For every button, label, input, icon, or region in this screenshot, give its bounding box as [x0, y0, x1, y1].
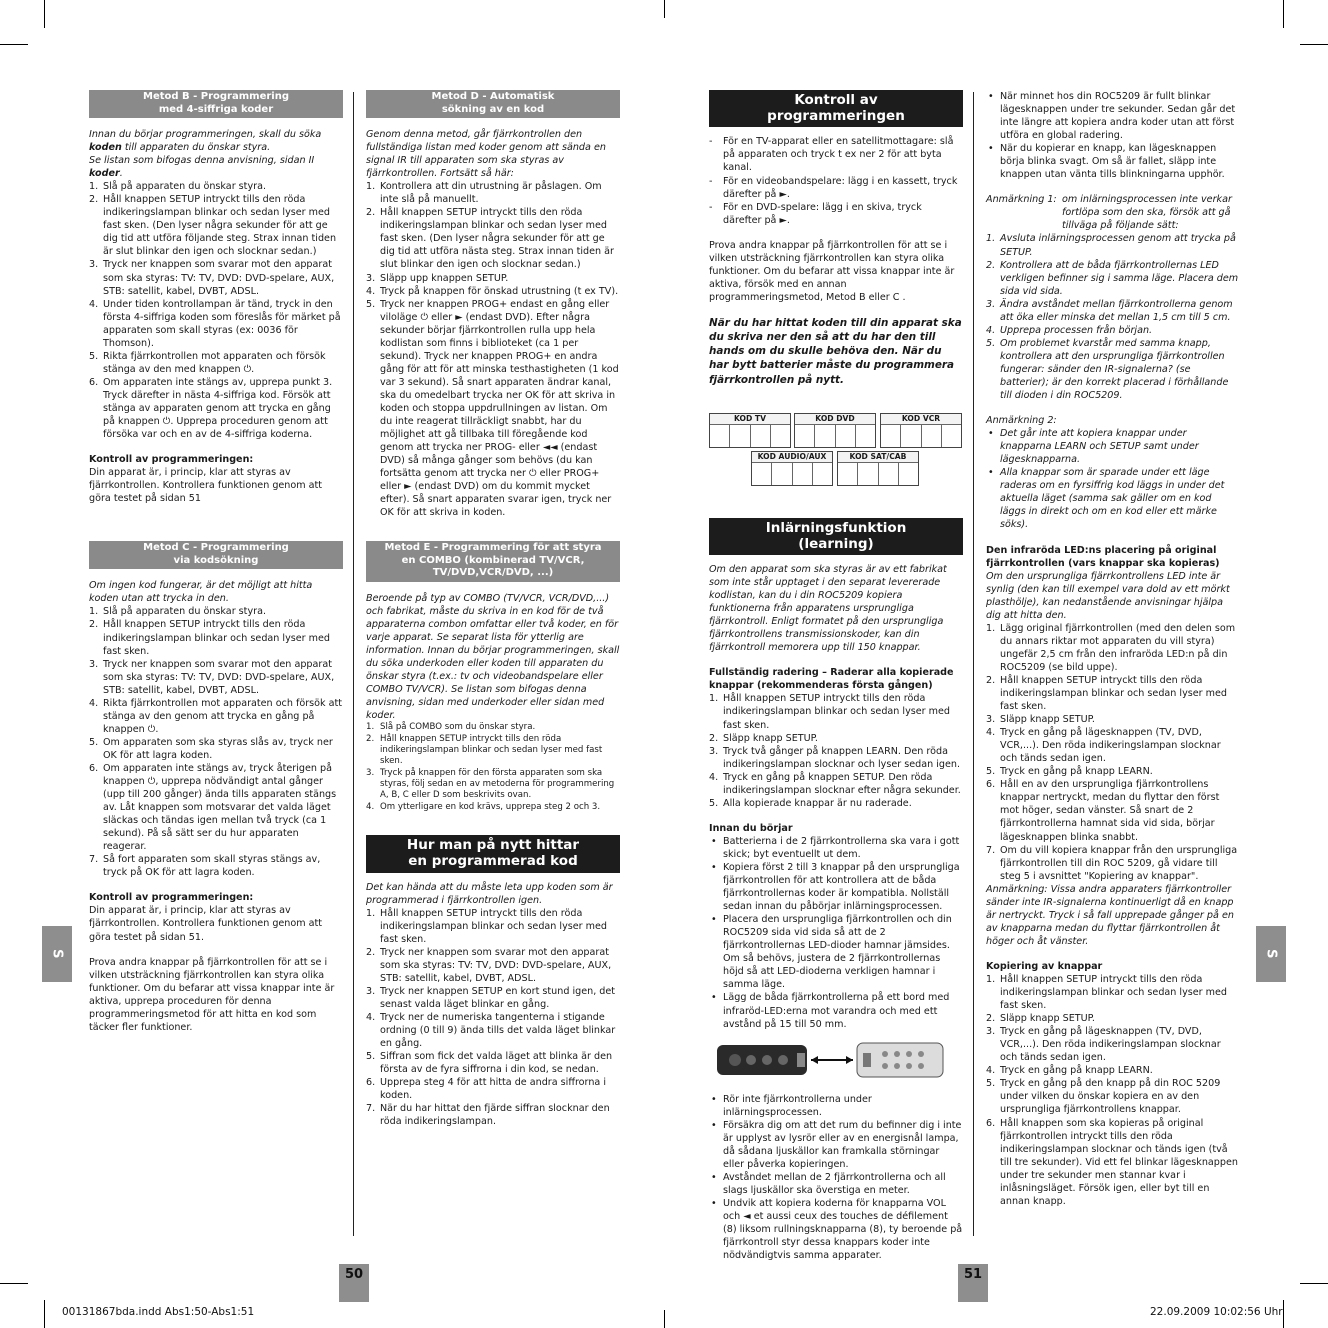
bullet-list: [709, 1093, 963, 1263]
list-item: 4. Upprepa processen från början.: [986, 324, 1153, 336]
language-tab-right: S: [1256, 926, 1286, 982]
step-list: [986, 973, 1240, 1208]
column-divider: [973, 92, 974, 1236]
check-list: [709, 135, 963, 226]
list-item: 5. Rikta fjärrkontrollen mot apparaten och försök stänga av den med knappen ⏻.: [89, 350, 326, 375]
page-number-left: 50: [339, 1264, 369, 1302]
remotes-illustration: [715, 1037, 945, 1083]
list-item: 6. Om apparaten inte stängs av, upprepa punkt 3. Tryck därefter in nästa 4-siffriga kod. Försök att stänga av apparaten genom att trycka en gång på knappen ⏻. Upprepa proceduren genom att försöka var och en av de 4-siffriga koderna.: [89, 376, 333, 441]
intro-text: Om den ursprungliga fjärrkontrollens LED inte är synlig (den kan till exempel vara dold av ett mörkt plasthölje), kan nedanstående anvisningar hjälpa dig att hitta den.: [986, 570, 1230, 621]
list-item: 1. Kontrollera att din utrustning är påslagen. Om inte slå på manuellt.: [366, 181, 602, 206]
list-item: 4. Tryck en gång på knapp LEARN.: [986, 1065, 1153, 1077]
list-item: 5. Tryck ner knappen PROG+ endast en gång eller viloläge ⏻ eller ► (endast DVD). Efter några sekunder börjar fjärrkontrollen rulla upp hela kodlistan som finns i biblioteket (ca 1 per sekund). Tryck ner knappen PROG+ en andra gång för att för att minska testhastigheten (1 kod var 3 sekund). Så snart apparaten ändrar kanal, ska du omedelbart trycka ner OK för att skriva in koden och stoppa uppdrullningen av listan. Om du inte reagerat tillräckligt snabbt, har du möjlighet att gå tillbaka till föregående kod genom att trycka ner PROG- eller ◄◄ (endast DVD) så många gånger som behövs (du kan fortsätta genom att trycka ner ⏻ eller PROG+ eller ► (endast DVD) om du kommit mycket efter). Så snart apparaten svarar igen, tryck ner OK för att skriva in koden.: [366, 298, 619, 519]
list-item: • Lägg de båda fjärrkontrollerna på ett bord med infraröd-LED:erna mot varandra och med ett avstånd på 15 till 50 mm.: [711, 992, 950, 1030]
crop-mark: [664, 1310, 665, 1328]
list-item: 6. Håll knappen som ska kopieras på original fjärrkontrollen intryckt tills den röda indikeringslampan slocknar och tänds igen (två till tre sekunder). Vid ett fel blinkar lägesknappen under tre sekunder men stannar kvar i inlåsningsläget. Försök igen, eller byt till en annan knapp.: [986, 1117, 1238, 1207]
list-item: 3. Tryck ner knappen som svarar mot den apparat som ska styras: TV: TV, DVD: DVD-spelare, AUX, STB: satellit, kabel, DVBT, ADSL.: [89, 658, 335, 696]
list-item: 3. Släpp upp knappen SETUP.: [366, 272, 509, 284]
list-item: • Batterierna i de 2 fjärrkontrollerna ska vara i gott skick; byt eventuellt ut dem.: [711, 835, 960, 860]
crop-mark: [44, 1300, 45, 1328]
list-item: 4. Tryck en gång på knappen SETUP. Den röda indikeringslampan slocknar efter några sekunder.: [709, 771, 961, 796]
subheading: Kontroll av programmeringen:: [89, 454, 254, 466]
subheading: Innan du börjar: [709, 822, 793, 834]
list-item: 1. Avsluta inlärningsprocessen genom att trycka på SETUP.: [986, 233, 1236, 258]
list-item: 1. Slå på COMBO som du önskar styra.: [366, 722, 536, 733]
list-item: 2. Släpp knapp SETUP.: [986, 1013, 1095, 1025]
intro-text: Om den apparat som ska styras är av ett fabrikat som inte står upptaget i den separat levererade kodlistan, kan du i din ROC5209 kopiera funktionerna från apparatens ursprungliga fjärrkontroll. Enligt formatet på den ursprungliga fjärrkontrollens transmissionskoder, kan din fjärrkontroll memorera upp till 150 knappar.: [709, 564, 947, 654]
list-item: • Kopiera först 2 till 3 knappar på den ursprungliga fjärrkontrollen för att kontrollera att de båda fjärrkontrollernas koder är kompatibla. Nollställ sedan innan du påbörjar inlärningsprocessen.: [711, 862, 960, 913]
section-header-method-c: Metod C - Programmering via kodsökning: [89, 541, 343, 569]
intro-text: Beroende på typ av COMBO (TV/VCR, VCR/DVD,...) och fabrikat, måste du skriva in en kod för de två apparaterna combon omfattar eller två koder, en för varje apparat. Se separat lista för ytterlig are information. Innan du börjar programmeringen, skall du söka underkoden eller koden till apparaten du önskar styra (t.ex.: tv och videobandspelare eller COMBO TV/VCR). Se listan som bifogas denna anvisning, sidan med underkoder eller sidan med koder.: [366, 592, 620, 722]
list-item: • Placera den ursprungliga fjärrkontrollen och din ROC5209 sida vid sida så att de 2 fjärrkontrollernas LED-dioder hamnar jämsides. Om så behövs, justera de 2 fjärrkontrollernas höjd så att LED-dioderna verkligen hamnar i samma läge.: [711, 914, 952, 991]
step-list: [366, 722, 620, 813]
step-list: [709, 692, 963, 809]
crop-mark: [1283, 0, 1284, 28]
subheading: Kontroll av programmeringen:: [89, 892, 254, 904]
subheading: Den infraröda LED:ns placering på original fjärrkontrollen (vars knappar ska kopieras): [986, 544, 1220, 569]
important-note: När du har hittat koden till din apparat ska du skriva ner den så att du har den till hands om du skulle behöva den. När du har bytt batterier måste du programmera fjärrkontrollen på nytt.: [709, 316, 962, 386]
list-item: 5. Tryck en gång på den knapp på din ROC 5209 under vilken du önskar kopiera en av den ursprungliga fjärrkontrollens knappar.: [986, 1078, 1221, 1116]
list-item: - För en TV-apparat eller en satellitmottagare: slå på apparaten och tryck t ex ner 2 för att byta kanal.: [709, 136, 954, 174]
column-4: [986, 90, 1240, 1208]
section-header-learning: Inlärningsfunktion (learning): [709, 518, 963, 555]
list-item: 4. Under tiden kontrollampan är tänd, tryck in den första 4-siffriga koden som föreslås för märket på apparaten som skall styras (ex: 0036 för Thomson).: [89, 298, 341, 349]
subheading: Kopiering av knappar: [986, 960, 1103, 972]
step-list: [89, 180, 343, 441]
list-item: 7. Så fort apparaten som skall styras stängs av, tryck på OK för att lagra koden.: [89, 854, 321, 879]
intro-text: Genom denna metod, går fjärrkontrollen den fullständiga listan med koder genom att sända en signal IR till apparaten som ska styras av fjärrkontrollen. Fortsätt så här:: [366, 129, 606, 180]
body-text: Din apparat är, i princip, klar att styras av fjärrkontrollen. Kontrollera funktionen genom att göra testet på sidan 51: [89, 467, 323, 505]
list-item: 2. Håll knappen SETUP intryckt tills den röda indikeringslampan blinkar och sedan lyser med fast sken.: [366, 733, 603, 767]
list-item: - För en videobandspelare: lägg i en kassett, tryck därefter på ►.: [709, 175, 958, 200]
code-box-vcr: KOD VCR: [880, 413, 962, 448]
list-item: 1. Håll knappen SETUP intryckt tills den röda indikeringslampan blinkar och sedan lyser med fast sken.: [986, 974, 1227, 1012]
list-item: 3. Ändra avståndet mellan fjärrkontrollerna genom att öka eller minska det mellan 1,5 cm till 5 cm.: [986, 298, 1233, 323]
list-item: 5. Alla kopierade knappar är nu raderade.: [709, 797, 912, 809]
page-number-right: 51: [958, 1264, 988, 1302]
list-item: • Försäkra dig om att det rum du befinner dig i inte är upplyst av lysrör eller av en energisnål lampa, då sådana ljuskällor kan framkalla störningar eller påverka kopieringen.: [711, 1119, 962, 1170]
list-item: 4. Tryck en gång på lägesknappen (TV, DVD, VCR,...). Den röda indikeringslampan slocknar och tänds sedan igen.: [986, 727, 1221, 765]
list-item: 4. Tryck ner de numeriska tangenterna i stigande ordning (0 till 9) ända tills det valda läget blinkar en gång.: [366, 1011, 616, 1050]
step-list: [366, 180, 620, 519]
list-item: 3. Tryck en gång på lägesknappen (TV, DVD, VCR,...). Den röda indikeringslampan slocknar och tänds sedan igen.: [986, 1026, 1221, 1064]
section-header-method-e: Metod E - Programmering för att styra en COMBO (kombinerad TV/VCR, TV/DVD,VCR/DVD, ...): [366, 541, 620, 582]
note-2-label: Anmärkning 2:: [986, 415, 1057, 427]
section-header-method-d: Metod D - Automatisk sökning av en kod: [366, 90, 620, 118]
body-text: Din apparat är, i princip, klar att styras av fjärrkontrollen. Kontrollera funktionen genom att göra testet på sidan 51.: [89, 905, 323, 943]
code-box-dvd: KOD DVD: [794, 413, 876, 448]
list-item: - För en DVD-spelare: lägg i en skiva, tryck därefter på ►.: [709, 201, 922, 226]
list-item: 2. Släpp knapp SETUP.: [709, 732, 818, 744]
footer-file-info: 00131867bda.indd Abs1:50-Abs1:51: [62, 1306, 255, 1318]
section-header-find-code: Hur man på nytt hittar en programmerad kod: [366, 835, 620, 872]
list-item: 3. Tryck på knappen för den första apparaten som ska styras, följ sedan en av metoderna för programmering A, B, C eller D som beskrivits ovan.: [366, 767, 615, 801]
bullet-list: [709, 835, 963, 1031]
crop-mark: [1300, 44, 1328, 45]
list-item: 6. Om apparaten inte stängs av, tryck återigen på knappen ⏻, upprepa nödvändigt antal gånger (upp till 200 gånger) ända tills apparaten stängs av. Låt knappen som motsvarar det valda läget släckas och tändas igen mellan två tryck (ca 1 sekund). På så sätt ser du hur apparaten reagerar.: [89, 762, 337, 853]
list-item: 2. Tryck ner knappen som svarar mot den apparat som ska styras: TV: TV, DVD: DVD-spelare, AUX, STB: satellit, kabel, DVBT, ADSL.: [366, 946, 612, 984]
list-item: • Avståndet mellan de 2 fjärrkontrollerna och all slags ljuskällor ska överstiga en meter.: [711, 1171, 946, 1196]
bullet-list: [986, 90, 1240, 181]
list-item: 1. Lägg original fjärrkontrollen (med den delen som du annars riktar mot apparaten du vill styra) ungefär 2,5 cm från den infraröda LED:n på din ROC5209 (se bild uppe).: [986, 622, 1236, 673]
bullet-list: [986, 427, 1240, 531]
column-1: [89, 90, 343, 1034]
list-item: 2. Håll knappen SETUP intryckt tills den röda indikeringslampan blinkar och sedan lyser med fast sken.: [986, 674, 1227, 713]
list-item: 4. Rikta fjärrkontrollen mot apparaten och försök att stänga av den genom att trycka en gång på knappen ⏻.: [89, 697, 343, 735]
list-item: • När minnet hos din ROC5209 är fullt blinkar lägesknappen under tre sekunder. Sedan går det inte längre att kopiera andra koder utan att först utföra en global radering.: [988, 91, 1236, 142]
list-item: 4. Tryck på knappen för önskad utrustning (t ex TV).: [366, 285, 619, 297]
subheading: Fullständig radering – Raderar alla kopierade knappar (rekommenderas första gången): [709, 667, 954, 692]
list-item: • Rör inte fjärrkontrollerna under inlärningsprocessen.: [711, 1093, 872, 1118]
list-item: 7. Om du vill kopiera knappar från den ursprungliga fjärrkontrollen till din ROC 5209, gå vidare till steg 5 i avsnittet "Kopiering av knappar".: [986, 844, 1238, 882]
list-item: 3. Tryck två gånger på knappen LEARN. Den röda indikeringslampan slocknar och lyser sedan igen.: [709, 745, 961, 770]
intro-text: Om ingen kod fungerar, är det möjligt att hitta koden utan att trycka in den.: [89, 580, 313, 605]
intro-text: Innan du börjar programmeringen, skall du söka koden till apparaten du önskar styra.: [89, 129, 322, 154]
crop-mark: [1300, 1283, 1328, 1284]
language-tab-left: S: [42, 926, 72, 982]
code-record-grid: [709, 413, 963, 493]
code-box-sat: KOD SAT/CAB: [837, 451, 919, 486]
body-text: Prova andra knappar på fjärrkontrollen för att se i vilken utsträckning fjärrkontrollen kan styra olika funktioner. Om du befarar att vissa knappar inte är aktiva, försök med en annan programmeringsmetod, Metod B eller C .: [709, 239, 955, 303]
section-header-method-b: Metod B - Programmering med 4-siffriga koder: [89, 90, 343, 118]
note-text: Anmärkning: Vissa andra apparaters fjärrkontroller sänder inte IR-signalerna kontinuerligt då en knapp är nertryckt. Tryck i så fall upprepade gånger på en av knapparna medan du flyttar fjärrkontrollen åt höger och åt vänster.: [986, 883, 1234, 947]
list-item: 7. När du har hittat den fjärde siffran slocknar den röda indikeringslampan.: [366, 1103, 610, 1128]
list-item: 4. Om ytterligare en kod krävs, upprepa steg 2 och 3.: [366, 801, 601, 812]
step-list: [986, 232, 1240, 402]
list-item: 5. Om apparaten som ska styras slås av, tryck ner OK för att lagra koden.: [89, 736, 333, 761]
code-box-aux: KOD AUDIO/AUX: [751, 451, 833, 486]
footer-timestamp: 22.09.2009 10:02:56 Uhr: [1150, 1306, 1283, 1318]
list-item: 2. Kontrollera att de båda fjärrkontrollernas LED verkligen befinner sig i samma läge. Placera dem sida vid sida.: [986, 259, 1239, 297]
list-item: 1. Håll knappen SETUP intryckt tills den röda indikeringslampan blinkar och sedan lyser med fast sken.: [709, 693, 950, 731]
list-item: • Undvik att kopiera koderna för knapparna VOL och ◄ et aussi ceux des touches de défilement (8) liksom rullningsknapparna (8), ty beroende på fjärrkontroll styr dessa knappars koder inte nödvändigtvis samma apparater.: [711, 1197, 963, 1262]
note-1: Anmärkning 1: om inlärningsprocessen inte verkar fortlöpa som den ska, försök att gå tillväga på följande sätt:: [986, 194, 1232, 232]
crop-mark: [0, 1283, 28, 1284]
step-list: [986, 622, 1240, 883]
column-3: [709, 90, 963, 1262]
column-2: [366, 90, 620, 1128]
crop-mark: [664, 0, 665, 18]
list-item: 5. Tryck en gång på knapp LEARN.: [986, 766, 1153, 778]
list-item: 3. Tryck ner knappen SETUP en kort stund igen, det senast valda läget blinkar en gång.: [366, 985, 616, 1010]
list-item: 3. Tryck ner knappen som svarar mot den apparat som ska styras: TV: TV, DVD: DVD-spelare, AUX, STB: satellit, kabel, DVBT, ADSL.: [89, 259, 335, 297]
list-item: 1. Håll knappen SETUP intryckt tills den röda indikeringslampan blinkar och sedan lyser med fast sken.: [366, 907, 607, 945]
crop-mark: [1283, 1300, 1284, 1328]
list-item: 1. Slå på apparaten du önskar styra.: [89, 606, 266, 618]
list-item: 3. Släpp knapp SETUP.: [986, 714, 1095, 726]
list-item: • Alla knappar som är sparade under ett läge raderas om en fyrsiffrig kod läggs in under det aktuella läget (samma sak gäller om en kod läggs in direkt och om en kod eller ett märke söks).: [988, 467, 1225, 531]
list-item: 2. Håll knappen SETUP intryckt tills den röda indikeringslampan blinkar och sedan lyser med fast sken. (Den lyser några sekunder för att ge dig tid att utföra nästa steg. Strax innan tiden är slut blinkar den igen och slocknar sedan.): [366, 207, 614, 271]
step-list: [366, 907, 620, 1129]
intro-text: Det kan hända att du måste leta upp koden som är programmerad i fjärrkontrollen igen.: [366, 881, 613, 906]
list-item: 5. Om problemet kvarstår med samma knapp, kontrollera att den ursprungliga fjärrkontrollen fungerar: sänder den IR-signalerna? (se batterier); är den korrekt placerad i förhållande till dioden i din ROC5209.: [986, 337, 1229, 402]
intro-text: Se listan som bifogas denna anvisning, sidan II koder.: [89, 155, 315, 180]
list-item: 5. Siffran som fick det valda läget att blinka är den första av de fyra siffrorna i din kod, se nedan.: [366, 1051, 613, 1076]
body-text: Prova andra knappar på fjärrkontrollen för att se i vilken utsträckning fjärrkontrollen kan styra olika funktioner. Om du befarar att vissa knappar inte är aktiva, upprepa proceduren för denna programmeringsmetod för att hitta en kod som täcker fler funktioner.: [89, 956, 335, 1033]
crop-mark: [44, 0, 45, 28]
list-item: • När du kopierar en knapp, kan lägesknappen börja blinka svagt. Om så är fallet, släpp inte knappen utan vänta tills blinkningarna upphör.: [988, 143, 1225, 181]
list-item: 2. Håll knappen SETUP intryckt tills den röda indikeringslampan blinkar och sedan lyser med fast sken. (Den lyser några sekunder för att ge dig tid att utföra följande steg. Strax innan tiden är slut blinkar den igen och slocknar sedan.): [89, 194, 337, 258]
list-item: 2. Håll knappen SETUP intryckt tills den röda indikeringslampan blinkar och sedan lyser med fast sken.: [89, 619, 330, 657]
list-item: 6. Håll en av den ursprungliga fjärrkontrollens knappar nertryckt, medan du flyttar den först mot höger, sedan vänster. Så snart de 2 fjärrkontrollerna hamnat sida vid sida, börjar lägesknappen blinka snabbt.: [986, 779, 1220, 843]
list-item: 1. Slå på apparaten du önskar styra.: [89, 181, 266, 193]
crop-mark: [0, 44, 28, 45]
column-divider: [353, 92, 354, 1236]
code-box-tv: KOD TV: [709, 413, 791, 448]
list-item: • Det går inte att kopiera knappar under knapparna LEARN och SETUP samt under lägesknapparna.: [988, 428, 1199, 466]
step-list: [89, 605, 343, 879]
list-item: 6. Upprepa steg 4 för att hitta de andra siffrorna i koden.: [366, 1077, 606, 1102]
section-header-check: Kontroll av programmeringen: [709, 90, 963, 127]
